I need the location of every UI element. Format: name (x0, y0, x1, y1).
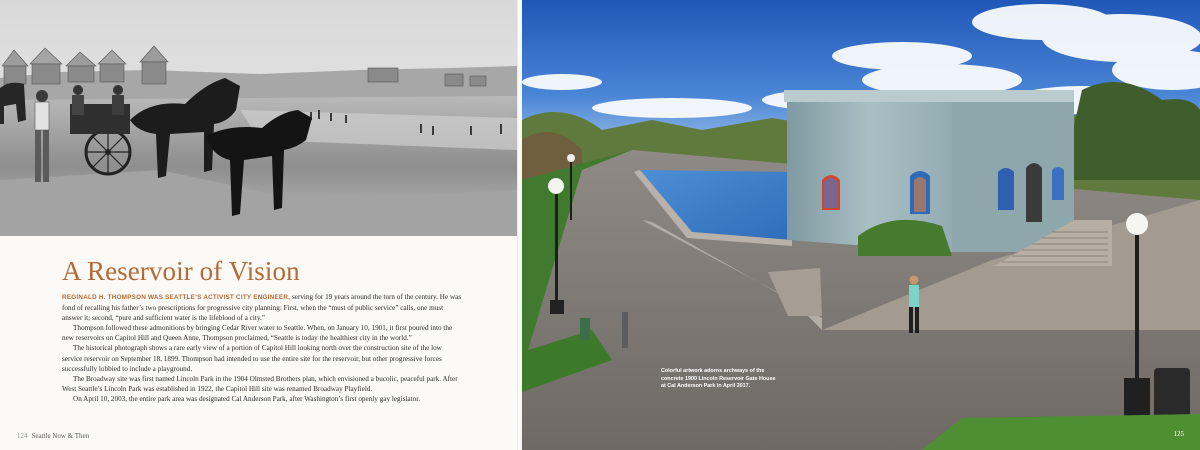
paragraph-2: Thompson followed these admonitions by bringing Cedar River water to Seattle. When, on January 10, 1901, it first poured into the new reservoirs on Capitol Hill and Queen Anne, Thompson proclaimed, “Seattle is today the healthiest city in the world.” (62, 324, 453, 343)
article-heading: A Reservoir of Vision (62, 256, 300, 286)
right-page-number: 125 (1173, 430, 1184, 438)
paragraph-5: On April 10, 2003, the entire park area was designated Cal Anderson Park, after Washington’s first openly gay legislator. (73, 394, 420, 403)
article-body (62, 292, 462, 404)
left-page-number: 124 (17, 432, 28, 440)
photo-caption: Colorful artwork adorns archways of the concrete 1900 Lincoln Reservoir Gate House at Cal Anderson Park in April 2017. (661, 368, 776, 390)
left-footer (17, 432, 89, 440)
paragraph-3: The historical photograph shows a rare early view of a portion of Capitol Hill looking north over the construction site of the low service reservoir on September 18, 1899. Thompson had intended to use the entire site for the reservoir, but other progressive forces successfully lobbied to include a playground. (62, 344, 442, 373)
park-color-photo (522, 0, 1200, 450)
paragraph-4: The Broadway site was first named Lincoln Park in the 1904 Olmsted Brothers plan, which envisioned a bucolic, peaceful park. After West Seattle’s Lincoln Park was established in 1922, the Capitol Hill site was renamed Broadway Playfield. (62, 374, 458, 393)
right-page (522, 0, 1200, 450)
paragraph-1 (62, 292, 462, 323)
paragraph-1-text: serving for 19 years around the turn of the century. He was fond of recalling his father’s two prescriptions for progressive city planning: First, when the “must of public service” calls, one must answer it; second, “pure and sufficient water is the lifeblood of a city.” (62, 293, 462, 323)
lead-in: REGINALD H. THOMPSON WAS SEATTLE’S ACTIVIST CITY ENGINEER, (62, 294, 291, 301)
historical-bw-photo (0, 0, 517, 236)
left-page (0, 0, 517, 450)
running-footer: Seattle Now & Then (31, 432, 90, 440)
